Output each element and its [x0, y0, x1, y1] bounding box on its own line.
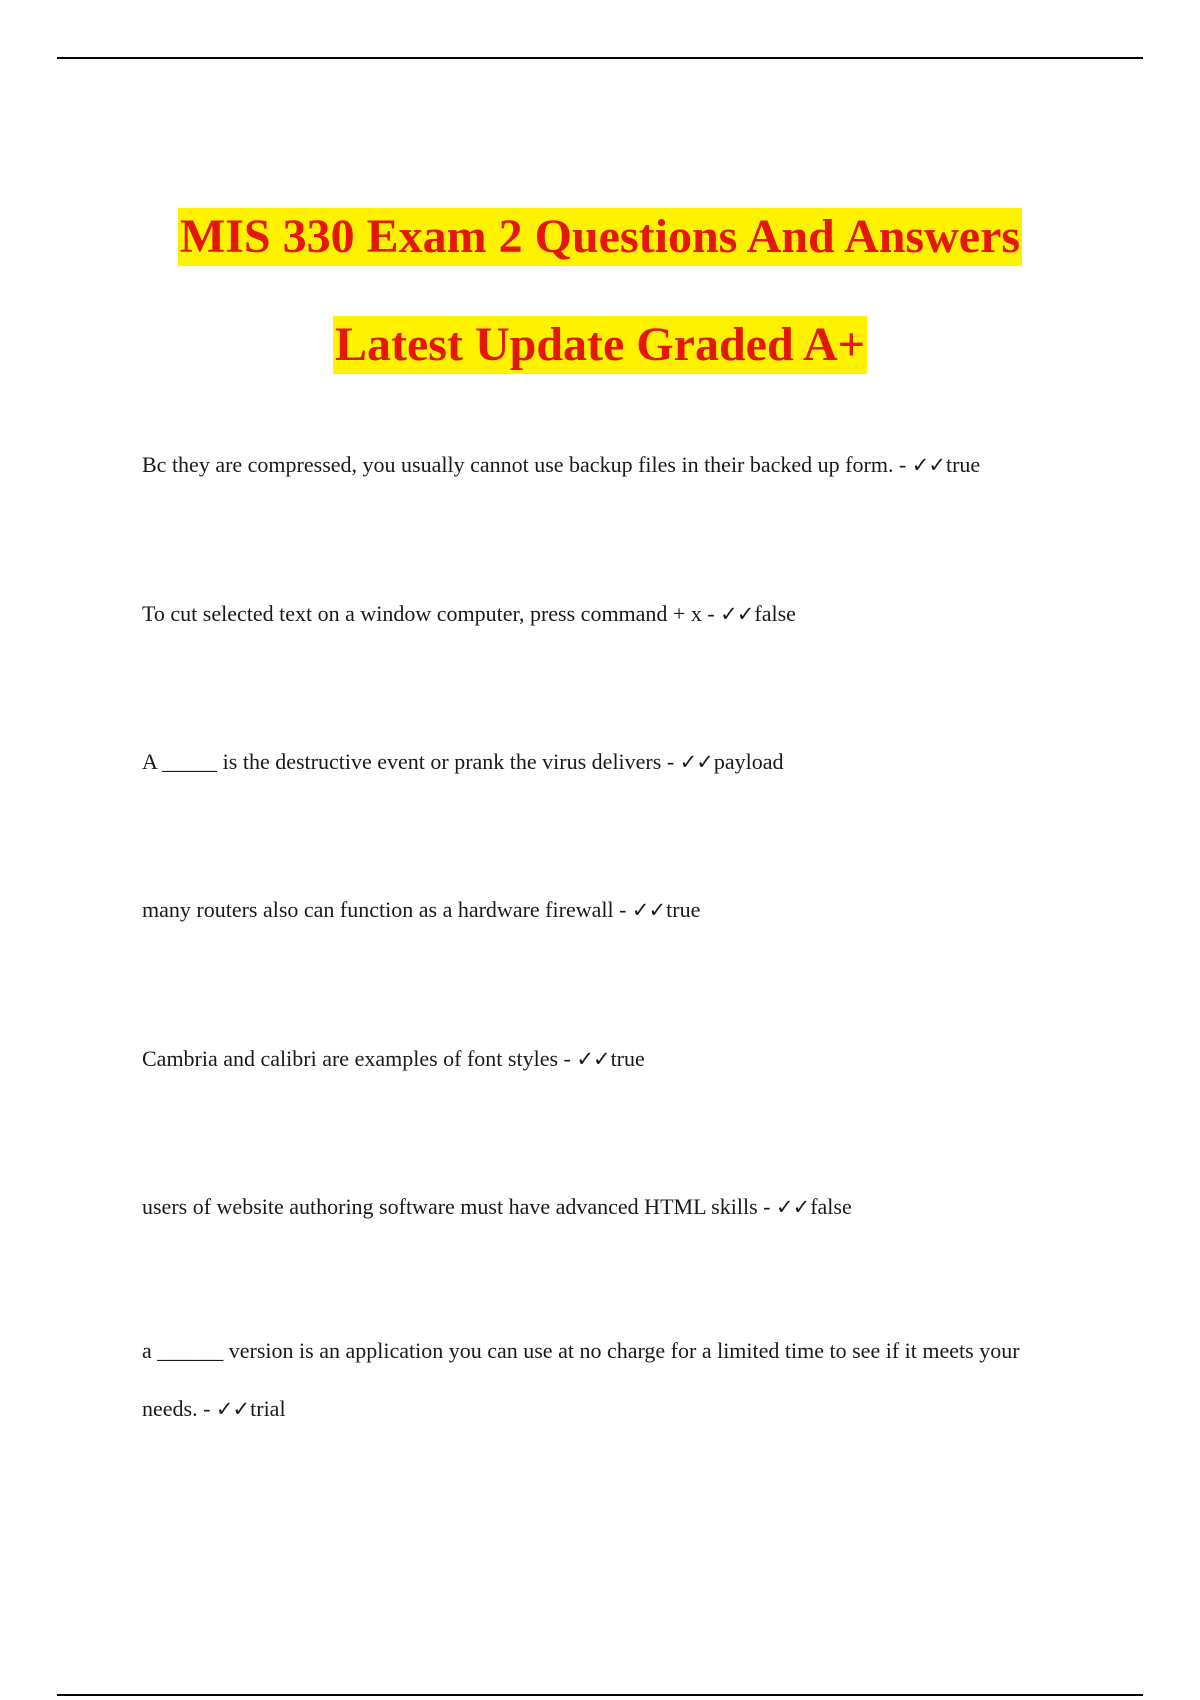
double-check-icon: ✓✓ [911, 453, 945, 477]
question-text: users of website authoring software must have advanced HTML skills - [142, 1194, 776, 1219]
answer-text: payload [713, 749, 784, 774]
double-check-icon: ✓✓ [631, 898, 666, 922]
title-line-2: Latest Update Graded A+ [333, 316, 867, 374]
qa-item-1 [142, 436, 1062, 494]
question-text: Cambria and calibri are examples of font styles - [142, 1046, 577, 1071]
qa-item-4 [142, 881, 1062, 939]
double-check-icon: ✓✓ [679, 750, 713, 774]
answer-text: false [810, 1194, 852, 1219]
question-text: To cut selected text on a window computer, press command + x - [142, 601, 721, 626]
question-text: a ______ version is an application you can use at no charge for a limited time to see if it meets your needs. - [142, 1338, 1020, 1421]
question-text: many routers also can function as a hardware firewall - [142, 897, 632, 922]
title-line-1: MIS 330 Exam 2 Questions And Answers [178, 208, 1022, 266]
qa-item-3 [142, 733, 1062, 791]
question-text: A _____ is the destructive event or prank the virus delivers - [142, 749, 680, 774]
answer-text: true [610, 1046, 645, 1071]
footer-rule [57, 1694, 1143, 1696]
qa-item-7 [142, 1322, 1062, 1438]
answer-text: true [945, 452, 981, 477]
double-check-icon: ✓✓ [720, 602, 754, 626]
double-check-icon: ✓✓ [215, 1397, 250, 1421]
document-title [0, 208, 1200, 374]
answer-text: trial [250, 1396, 286, 1421]
answer-text: false [754, 601, 796, 626]
double-check-icon: ✓✓ [775, 1195, 810, 1219]
answer-text: true [666, 897, 701, 922]
qa-item-2 [142, 585, 1062, 643]
qa-item-5 [142, 1030, 1062, 1088]
qa-item-6 [142, 1178, 1062, 1236]
header-rule [57, 57, 1143, 59]
question-text: Bc they are compressed, you usually cannot use backup files in their backed up form. - [142, 452, 912, 477]
double-check-icon: ✓✓ [576, 1047, 610, 1071]
